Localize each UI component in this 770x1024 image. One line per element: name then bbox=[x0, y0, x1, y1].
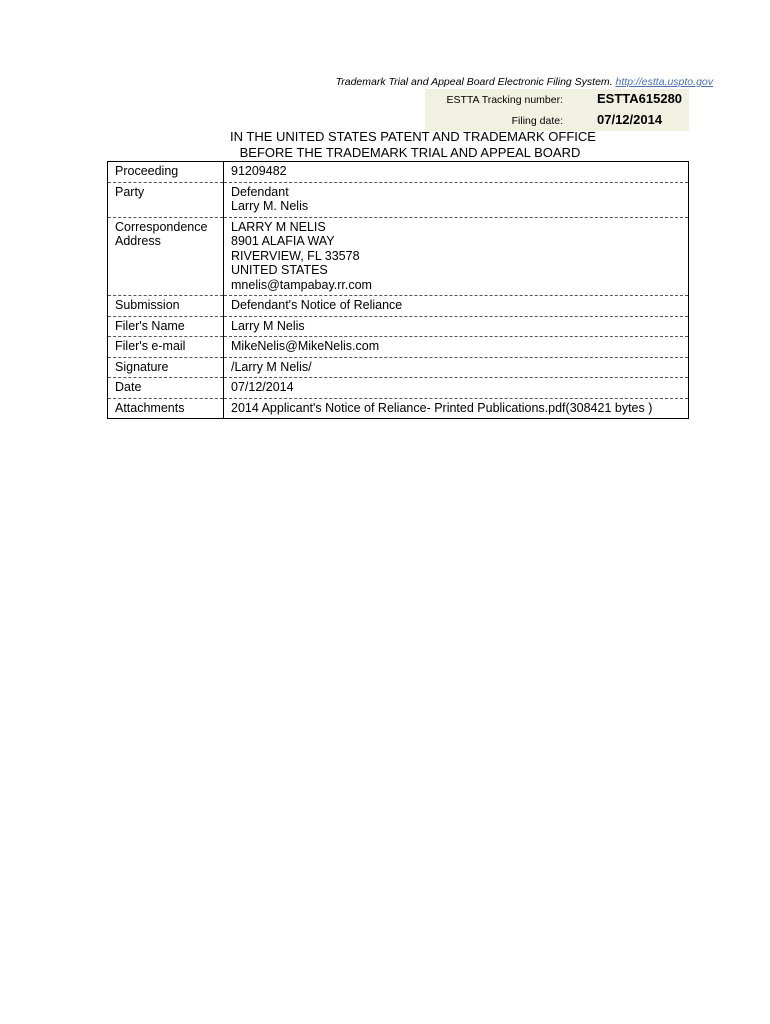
table-row bbox=[108, 378, 689, 399]
filing-date-label: Filing date: bbox=[511, 115, 563, 127]
filer-name-value: Larry M Nelis bbox=[224, 316, 689, 337]
correspondent-email: mnelis@tampabay.rr.com bbox=[231, 277, 372, 292]
table-row bbox=[108, 316, 689, 337]
table-row bbox=[108, 296, 689, 317]
table-row bbox=[108, 182, 689, 217]
table-row bbox=[108, 162, 689, 183]
table-row bbox=[108, 337, 689, 358]
table-row bbox=[108, 357, 689, 378]
correspondent-name: LARRY M NELIS bbox=[231, 219, 326, 234]
tracking-box bbox=[425, 89, 689, 131]
attachments-value: 2014 Applicant's Notice of Reliance- Printed Publications.pdf(308421 bytes ) bbox=[224, 398, 689, 419]
filer-name-label: Filer's Name bbox=[108, 316, 224, 337]
correspondent-street: 8901 ALAFIA WAY bbox=[231, 234, 335, 248]
filing-table bbox=[107, 161, 689, 419]
system-header-text: Trademark Trial and Appeal Board Electronic Filing System. bbox=[335, 76, 613, 88]
proceeding-value: 91209482 bbox=[224, 162, 689, 183]
tracking-number-label: ESTTA Tracking number: bbox=[446, 94, 563, 106]
party-role: Defendant bbox=[231, 184, 289, 199]
filing-date-value: 07/12/2014 bbox=[597, 112, 663, 127]
attachments-label: Attachments bbox=[108, 398, 224, 419]
tracking-number-row bbox=[425, 89, 689, 110]
date-value: 07/12/2014 bbox=[224, 378, 689, 399]
table-row bbox=[108, 398, 689, 419]
party-label: Party bbox=[108, 182, 224, 217]
submission-label: Submission bbox=[108, 296, 224, 317]
system-header bbox=[336, 76, 713, 88]
party-value bbox=[224, 182, 689, 217]
filing-date-row bbox=[425, 110, 689, 131]
correspondent-country: UNITED STATES bbox=[231, 263, 328, 277]
proceeding-label: Proceeding bbox=[108, 162, 224, 183]
correspondence-label-line: Address bbox=[115, 234, 161, 248]
correspondence-label-line: Correspondence bbox=[115, 219, 208, 234]
party-name: Larry M. Nelis bbox=[231, 199, 309, 213]
date-label: Date bbox=[108, 378, 224, 399]
office-title: IN THE UNITED STATES PATENT AND TRADEMARK OFFICE bbox=[230, 129, 596, 144]
filer-email-label: Filer's e-mail bbox=[108, 337, 224, 358]
estta-link[interactable]: http://estta.uspto.gov bbox=[615, 76, 713, 88]
board-title: BEFORE THE TRADEMARK TRIAL AND APPEAL BOARD bbox=[239, 145, 581, 160]
filer-email-value: MikeNelis@MikeNelis.com bbox=[224, 337, 689, 358]
signature-value: /Larry M Nelis/ bbox=[224, 357, 689, 378]
correspondence-label bbox=[108, 217, 224, 296]
correspondence-value bbox=[224, 217, 689, 296]
submission-value: Defendant's Notice of Reliance bbox=[224, 296, 689, 317]
correspondent-city: RIVERVIEW, FL 33578 bbox=[231, 248, 360, 263]
table-row bbox=[108, 217, 689, 296]
tracking-number-value: ESTTA615280 bbox=[597, 91, 683, 106]
signature-label: Signature bbox=[108, 357, 224, 378]
